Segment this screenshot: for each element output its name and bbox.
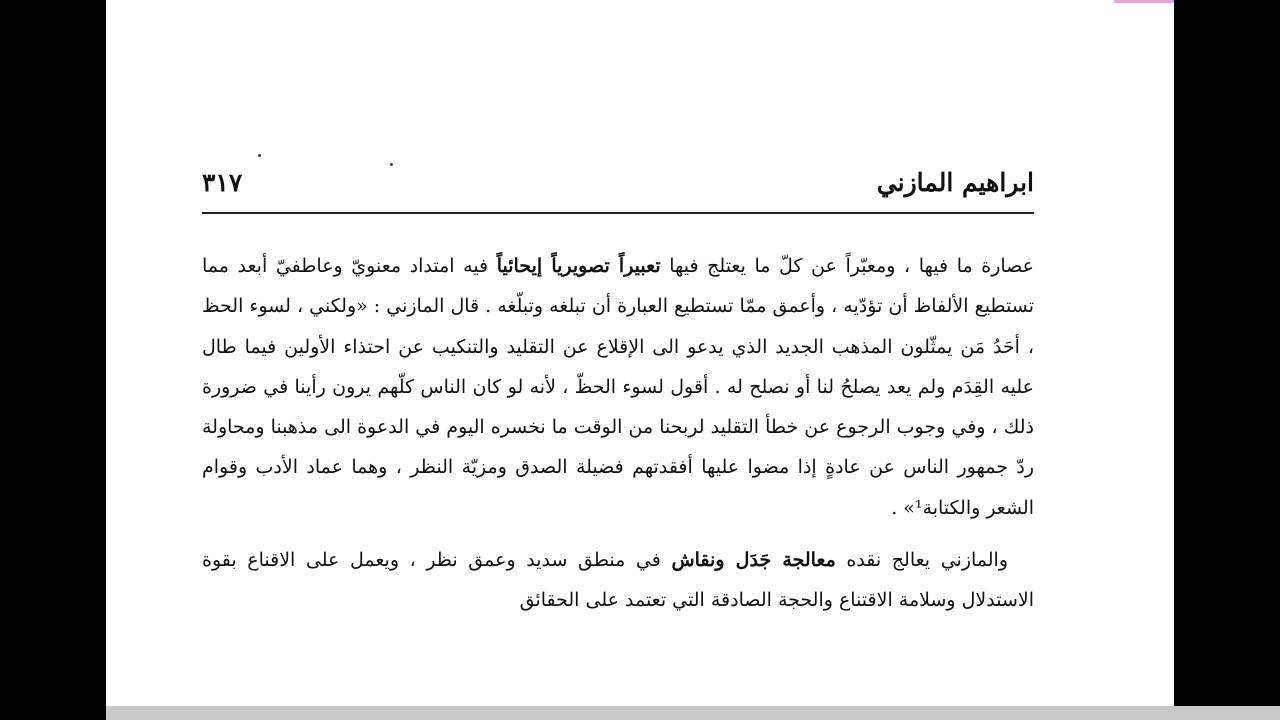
paragraph-2 — [202, 540, 1034, 621]
paragraph-2-emphasis: معالجة جَدَل ونقاش — [671, 549, 836, 572]
horizontal-scrollbar[interactable] — [106, 706, 1280, 720]
running-title: ابراهيم المازني — [876, 168, 1034, 197]
page-header — [202, 168, 1034, 208]
paragraph-1 — [202, 246, 1034, 528]
scan-speck — [258, 154, 261, 157]
paragraph-1-text-a: عصارة ما فيها ، ومعبّراً عن كلّ ما يعتلج فيها — [660, 255, 1034, 277]
paragraph-1-text-b: فيه امتداد معنويّ وعاطفيّ أبعد مما تستطيع الألفاظ أن تؤدّيه ، وأعمق ممّا تستطيع العبارة أن تبلغه وتبلّغه . قال المازني : «ولكني ، لسوء الحظ ، أحَدُ مَن يمثّلون المذهب الجديد الذي يدعو الى الإقلاع عن التقليد والتنكيب عن احتذاء الأولين فيما طال عليه القِدَم ولم يعد يصلحُ لنا أو نصلح له . أقول لسوء الحظّ ، لأنه لو كان الناس كلّهم يرون رأينا في ضرورة ذلك ، وفي وجوب الرجوع عن خطأ التقليد لربحنا من الوقت ما نخسره اليوم في الدعوة الى مذهبنا ومحاولة ردّ جمهور الناس عن عادةٍ إذا مضوا عليها أفقدتهم فضيلة الصدق ومزيّة النظر ، وهما عماد الأدب وقوام الشعر والكتابة¹» . — [202, 255, 1034, 519]
page-number: ٣١٧ — [202, 168, 243, 197]
paragraph-1-emphasis: تعبيراً تصويرياً إيحائياً — [496, 255, 661, 277]
corner-mark — [1114, 0, 1174, 3]
paragraph-2-text-b: في منطق سديد وعمق نظر ، ويعمل على الاقناع بقوة الاستدلال وسلامة الاقتناع والحجة الصادقة التي تعتمد على الحقائق — [202, 549, 1034, 612]
paragraph-2-text-a: والمازني يعالج نقده — [835, 549, 1009, 572]
body-text — [202, 246, 1034, 621]
scan-speck — [390, 163, 393, 166]
header-rule — [202, 212, 1034, 214]
